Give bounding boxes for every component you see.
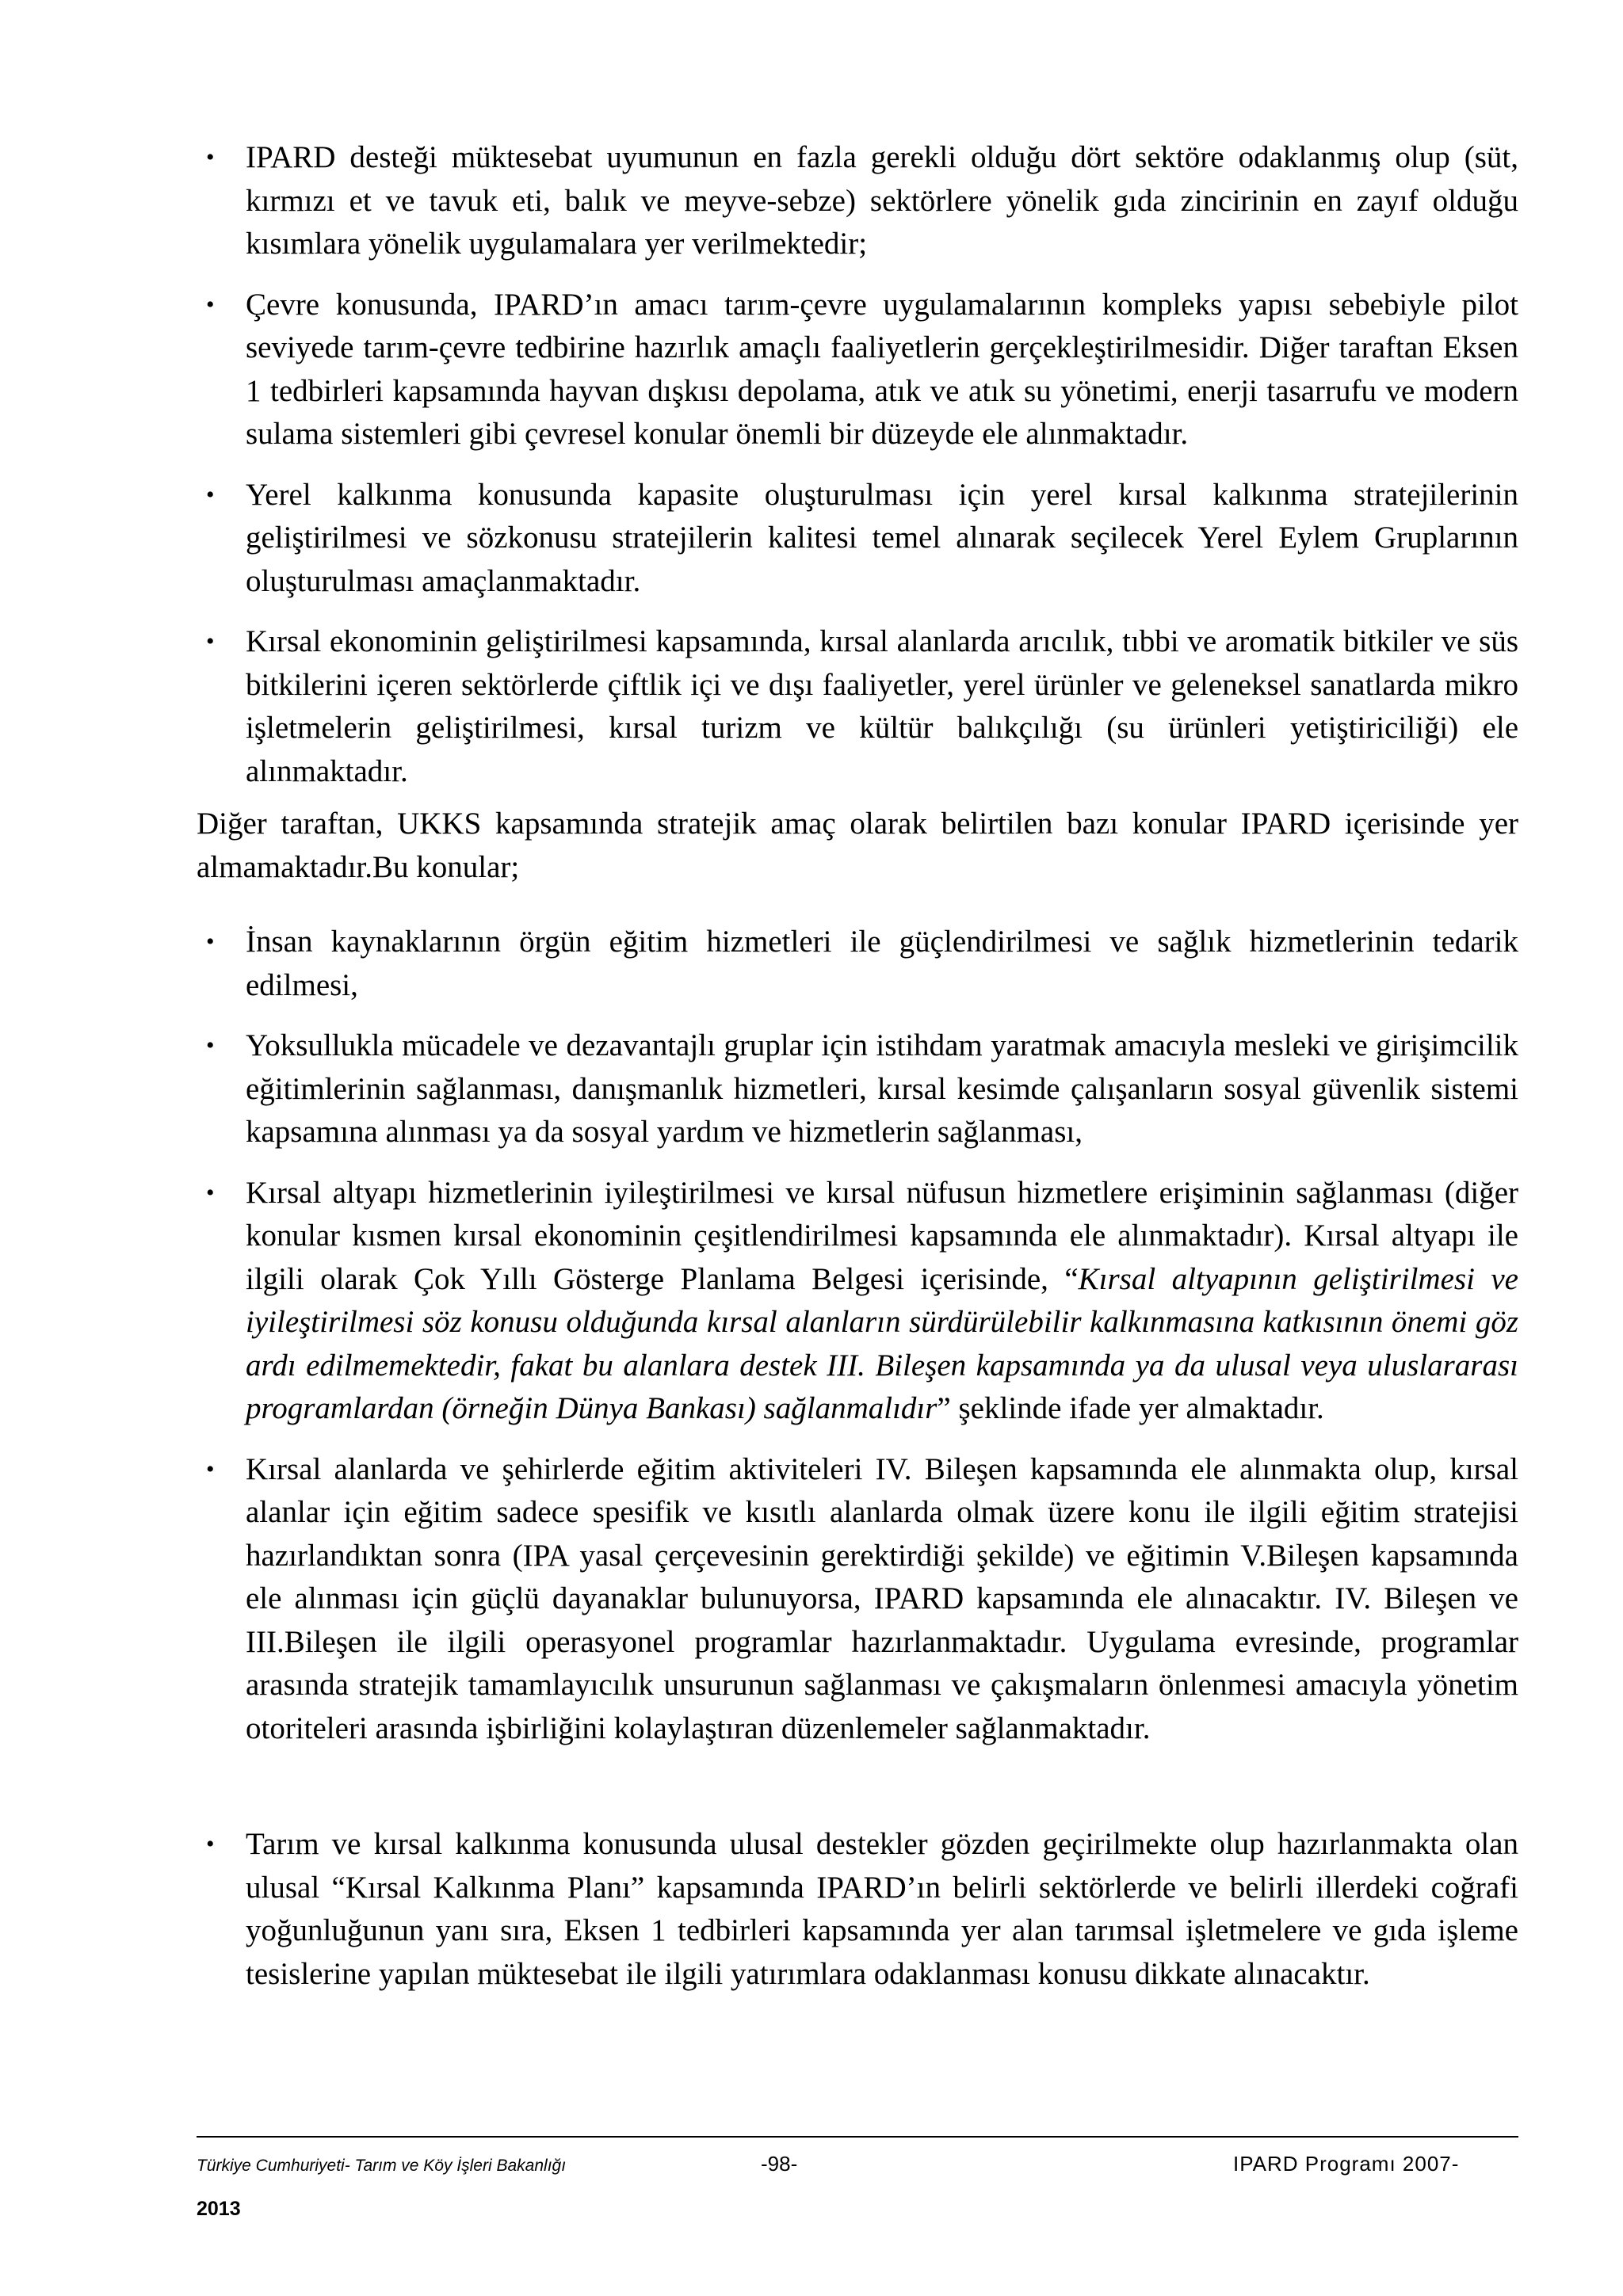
list-item bbox=[197, 136, 1518, 266]
list-item bbox=[197, 921, 1518, 1007]
bullet-icon: • bbox=[206, 481, 215, 508]
bullet-text-after-quote: ” şeklinde ifade yer almaktadır. bbox=[937, 1391, 1324, 1425]
document-body bbox=[197, 136, 1518, 2013]
bullet-text: Tarım ve kırsal kalkınma konusunda ulusal destekler gözden geçirilmekte olup hazırlanmakta olan ulusal “Kırsal Kalkınma Planı” kapsamında IPARD’ın belirli sektörlerde ve belirli illerdeki coğrafi yoğunluğunun yanı sıra, Eksen 1 tedbirleri kapsamında yer alan tarımsal işletmelere ve gıda işleme tesislerine yapılan müktesebat ile ilgili yatırımlara odaklanması konusu dikkate alınacaktır. bbox=[246, 1827, 1518, 1991]
bullet-icon: • bbox=[206, 628, 215, 654]
footer-divider bbox=[197, 2136, 1518, 2138]
bullet-text: Yoksullukla mücadele ve dezavantajlı gruplar için istihdam yaratmak amacıyla mesleki ve girişimcilik eğitimlerinin sağlanması, danışmanlık hizmetleri, kırsal kesimde çalışanların sosyal güvenlik sistemi kapsamına alınması ya da sosyal yardım ve hizmetlerin sağlanması, bbox=[246, 1028, 1518, 1149]
list-item bbox=[197, 620, 1518, 793]
bullet-text: IPARD desteği müktesebat uyumunun en fazla gerekli olduğu dört sektöre odaklanmış olup (süt, kırmızı et ve tavuk eti, balık ve meyve-sebze) sektörlere yönelik gıda zincirinin en zayıf olduğu kısımlara yönelik uygulamalara yer verilmektedir; bbox=[246, 140, 1518, 261]
intro-paragraph: Diğer taraftan, UKKS kapsamında stratejik amaç olarak belirtilen bazı konular IPARD içerisinde yer almamaktadır.Bu konular; bbox=[197, 807, 1518, 884]
footer-year: 2013 bbox=[197, 2198, 241, 2220]
bullet-icon: • bbox=[206, 144, 215, 170]
bullet-icon: • bbox=[206, 1455, 215, 1482]
page-number: -98- bbox=[761, 2152, 798, 2176]
footer-ministry: Türkiye Cumhuriyeti- Tarım ve Köy İşleri Bakanlığı bbox=[197, 2157, 567, 2175]
bullet-text: Yerel kalkınma konusunda kapasite oluşturulması için yerel kırsal kalkınma stratejilerinin geliştirilmesi ve sözkonusu stratejilerin kalitesi temel alınarak seçilecek Yerel Eylem Gruplarının oluşturulması amaçlanmaktadır. bbox=[246, 477, 1518, 598]
bullet-text: Kırsal alanlarda ve şehirlerde eğitim aktiviteleri IV. Bileşen kapsamında ele alınmakta olup, kırsal alanlar için eğitim sadece spesifik ve kısıtlı alanlarda olmak üzere konu ile ilgili eğitim stratejisi hazırlandıktan sonra (IPA yasal çerçevesinin gerektirdiği şekilde) ve eğitimin V.Bileşen kapsamında ele alınması için güçlü dayanaklar bulunuyorsa, IPARD kapsamında ele alınacaktır. IV. Bileşen ve III.Bileşen ile ilgili operasyonel programlar hazırlanmaktadır. Uygulama evresinde, programlar arasında stratejik tamamlayıcılık unsurunun sağlanması ve çakışmaların önlenmesi amacıyla yönetim otoriteleri arasında işbirliğini kolaylaştıran düzenlemeler sağlanmaktadır. bbox=[246, 1451, 1518, 1745]
bullet-text-before-quote: Kırsal altyapı hizmetlerinin iyileştirilmesi ve kırsal nüfusun hizmetlere erişiminin sağlanması (diğer konular kısmen kırsal ekonominin çeşitlendirilmesi kapsamında ele alınmaktadır). Kırsal altyapı ile ilgili olarak Çok Yıllı Gösterge Planlama Belgesi içerisinde, “ bbox=[246, 1175, 1518, 1296]
bullet-text: Kırsal ekonominin geliştirilmesi kapsamında, kırsal alanlarda arıcılık, tıbbi ve aromatik bitkiler ve süs bitkilerini içeren sektörlerde çiftlik içi ve dışı faaliyetler, yerel ürünler ve geleneksel sanatlarda mikro işletmelerin geliştirilmesi, kırsal turizm ve kültür balıkçılığı (su ürünleri yetiştiriciliği) ele alınmaktadır. bbox=[246, 624, 1518, 788]
list-item bbox=[197, 1172, 1518, 1431]
bullet-icon: • bbox=[206, 1032, 215, 1058]
bullet-text: İnsan kaynaklarının örgün eğitim hizmetleri ile güçlendirilmesi ve sağlık hizmetlerinin tedarik edilmesi, bbox=[246, 925, 1518, 1002]
bullet-icon: • bbox=[206, 929, 215, 955]
list-item bbox=[197, 1024, 1518, 1154]
spacer bbox=[197, 1768, 1518, 1823]
list-item bbox=[197, 474, 1518, 604]
list-item bbox=[197, 1448, 1518, 1751]
bullet-text: Çevre konusunda, IPARD’ın amacı tarım-çevre uygulamalarının kompleks yapısı sebebiyle pilot seviyede tarım-çevre tedbirine hazırlık amaçlı faaliyetlerin gerçekleştirilmesidir. Diğer taraftan Eksen 1 tedbirleri kapsamında hayvan dışkısı depolama, atık ve atık su yönetimi, enerji tasarrufu ve modern sulama sistemleri gibi çevresel konular önemli bir düzeyde ele alınmaktadır. bbox=[246, 287, 1518, 451]
footer-program-title: IPARD Programı 2007- bbox=[1233, 2152, 1460, 2176]
bullet-icon: • bbox=[206, 291, 215, 318]
bullet-quote: Kırsal altyapının geliştirilmesi ve iyileştirilmesi söz konusu olduğunda kırsal alanların sürdürülebilir kalkınmasına katkısının önemi göz ardı edilmemektedir, fakat bu alanlara destek III. Bileşen kapsamında ya da ulusal veya uluslararası programlardan (örneğin Dünya Bankası) sağlanmalıdır bbox=[246, 1261, 1518, 1425]
bullet-icon: • bbox=[206, 1831, 215, 1857]
list-item bbox=[197, 284, 1518, 456]
list-item bbox=[197, 1823, 1518, 1996]
bullet-icon: • bbox=[206, 1179, 215, 1206]
